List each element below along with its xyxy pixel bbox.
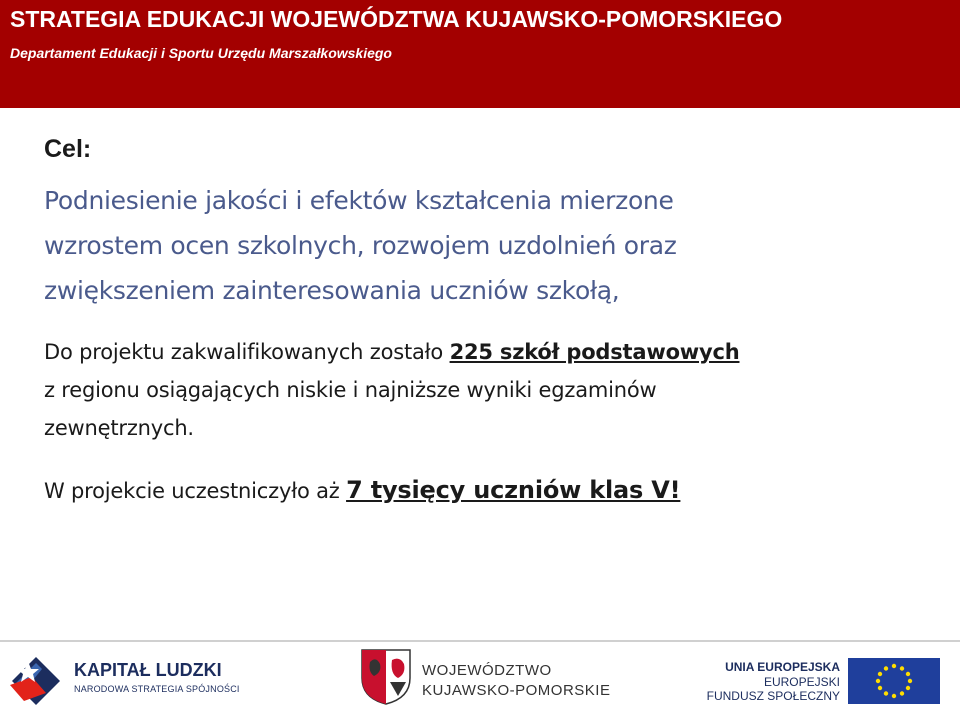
goal-line: wzrostem ocen szkolnych, rozwojem uzdolnień oraz [44,231,677,260]
wojewodztwo-line1: WOJEWÓDZTWO [422,662,552,679]
unia-line1: UNIA EUROPEJSKA [725,660,840,674]
participation-prefix: W projekcie uczestniczyło aż [44,479,347,503]
kapital-ludzki-emblem-icon [6,647,66,707]
schools-count-emphasis: 225 szkół podstawowych [449,340,740,364]
project-line [44,333,944,371]
header-subtitle: Departament Edukacji i Sportu Urzędu Marszałkowskiego [10,45,392,61]
goal-line: zwiększeniem zainteresowania uczniów szkołą, [44,276,620,305]
project-line: z regionu osiągających niskie i najniższe wyniki egzaminów [44,378,657,402]
kapital-ludzki-logo [6,646,246,708]
header-banner [0,0,960,108]
project-text [44,333,944,447]
project-prefix: Do projektu zakwalifikowanych zostało [44,340,450,364]
slide-content [44,130,944,506]
goal-line: Podniesienie jakości i efektów kształcenia mierzone [44,186,674,215]
goal-label: Cel: [44,135,92,163]
students-count-emphasis: 7 tysięcy uczniów klas V! [346,476,681,504]
eu-flag-icon [848,658,940,704]
coat-of-arms-icon [360,648,412,706]
project-line: zewnętrznych. [44,416,194,440]
header-title: STRATEGIA EDUKACJI WOJEWÓDZTWA KUJAWSKO-POMORSKIEGO [10,6,783,32]
wojewodztwo-logo [356,646,616,708]
kapital-ludzki-subtitle: NARODOWA STRATEGIA SPÓJNOŚCI [74,684,240,694]
footer-logos [0,640,960,710]
participation-text [44,475,944,506]
unia-line2: EUROPEJSKI [763,675,840,689]
unia-line3: FUNDUSZ SPOŁECZNY [706,689,840,703]
unia-europejska-logo [700,646,950,708]
kapital-ludzki-title: KAPITAŁ LUDZKI [74,660,222,680]
wojewodztwo-line2: KUJAWSKO-POMORSKIE [422,682,611,699]
goal-text [44,178,944,313]
